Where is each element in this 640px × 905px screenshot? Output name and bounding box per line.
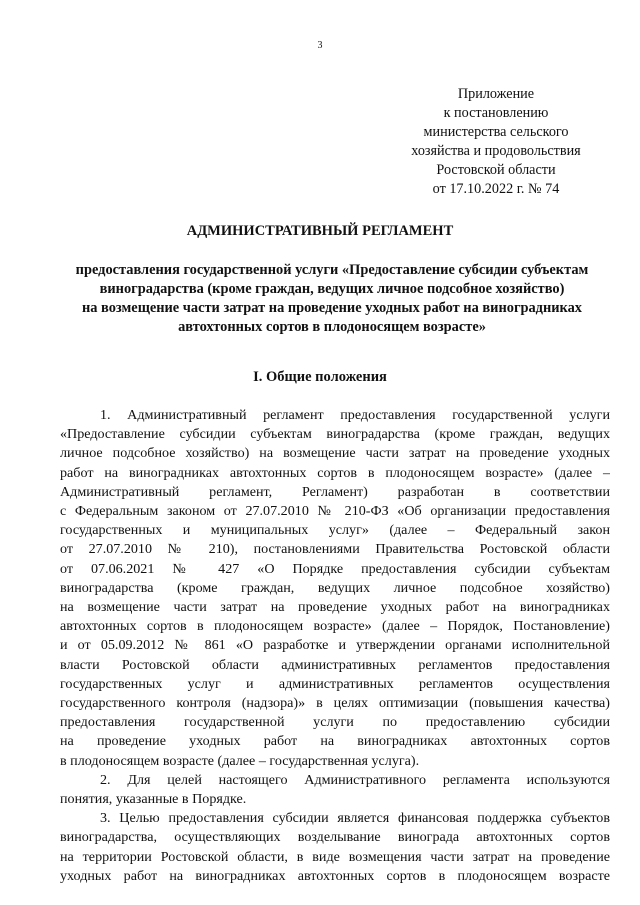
paragraph-line: предоставления государственной услуги по предоставлению субсидии xyxy=(60,714,610,731)
paragraph-line: на возмещение части затрат на проведение уходных работ на виноградниках xyxy=(60,599,610,616)
paragraph-line: личное подсобное хозяйство) на возмещение части затрат на проведение уходных xyxy=(60,445,610,462)
body-text xyxy=(60,406,610,886)
paragraph-line: виноградарства (кроме граждан, ведущих личное подсобное хозяйство) xyxy=(60,579,610,596)
paragraph-line: 1. Административный регламент предоставления государственной услуги xyxy=(100,407,610,423)
appendix-line: Ростовской области xyxy=(436,162,556,178)
paragraph-line: от 07.06.2021 № 427 «О Порядке предоставления субсидии субъектам xyxy=(60,560,610,577)
section-heading: I. Общие положения xyxy=(253,369,387,385)
appendix-line: хозяйства и продовольствия xyxy=(411,143,581,159)
subtitle-line: на возмещение части затрат на проведение уходных работ на виноградниках xyxy=(81,300,583,316)
appendix-line: от 17.10.2022 г. № 74 xyxy=(432,181,560,197)
appendix-line: министерства сельского xyxy=(423,124,569,140)
paragraph-line: от 27.07.2010 № 210), постановлениями Правительства Ростовской области xyxy=(60,541,610,558)
paragraph-line: государственных услуг и административных регламентов осуществления xyxy=(60,675,610,692)
paragraph-line: 2. Для целей настоящего Административного регламента используются xyxy=(100,771,610,788)
paragraph-line: виноградарства, осуществляющих возделывание винограда автохтонных сортов xyxy=(60,829,610,846)
paragraph-line: «Предоставление субсидии субъектам виноградарства (кроме граждан, ведущих xyxy=(60,426,610,443)
paragraph-line: автохтонных сортов в плодоносящем возрасте» (далее – Порядок, Постановление) xyxy=(60,618,610,635)
paragraph-line: 3. Целью предоставления субсидии является финансовая поддержка субъектов xyxy=(100,810,610,827)
subtitle-line: виноградарства (кроме граждан, ведущих личное подсобное хозяйство) xyxy=(99,281,565,297)
document-subtitle xyxy=(40,261,624,337)
paragraph-line: Административный регламент, Регламент) разработан в соответствии xyxy=(60,483,610,500)
subtitle-line: автохтонных сортов в плодоносящем возрасте» xyxy=(178,319,486,335)
paragraph-line: государственного контроля (надзора)» в целях оптимизации (повышения качества) xyxy=(60,695,610,712)
paragraph-line: на территории Ростовской области, в виде возмещения части затрат на проведение xyxy=(60,848,610,865)
appendix-line: Приложение xyxy=(457,86,535,102)
paragraph-line: государственных и муниципальных услуг» (далее – Федеральный закон xyxy=(60,522,610,539)
paragraph-line: работ на виноградниках автохтонных сортов в плодоносящем возрасте» (далее – xyxy=(60,464,610,481)
paragraph-line: на проведение уходных работ на виноградниках автохтонных сортов xyxy=(60,733,610,750)
page-number: 3 xyxy=(317,40,323,51)
paragraph-line: в плодоносящем возрасте (далее – государственная услуга). xyxy=(60,752,420,769)
appendix-block xyxy=(408,85,584,199)
subtitle-line: предоставления государственной услуги «Предоставление субсидии субъектам xyxy=(75,262,589,278)
document-title: АДМИНИСТРАТИВНЫЙ РЕГЛАМЕНТ xyxy=(186,223,454,239)
paragraph-line: понятия, указанные в Порядке. xyxy=(60,791,247,808)
appendix-line: к постановлению xyxy=(443,105,549,121)
paragraph-line: с Федеральным законом от 27.07.2010 № 210-ФЗ «Об организации предоставления xyxy=(60,503,610,520)
paragraph-line: власти Ростовской области административных регламентов предоставления xyxy=(60,656,610,673)
paragraph-line: и от 05.09.2012 № 861 «О разработке и утверждении органами исполнительной xyxy=(60,637,610,654)
paragraph-line: уходных работ на виноградниках автохтонных сортов в плодоносящем возрасте xyxy=(60,867,610,884)
